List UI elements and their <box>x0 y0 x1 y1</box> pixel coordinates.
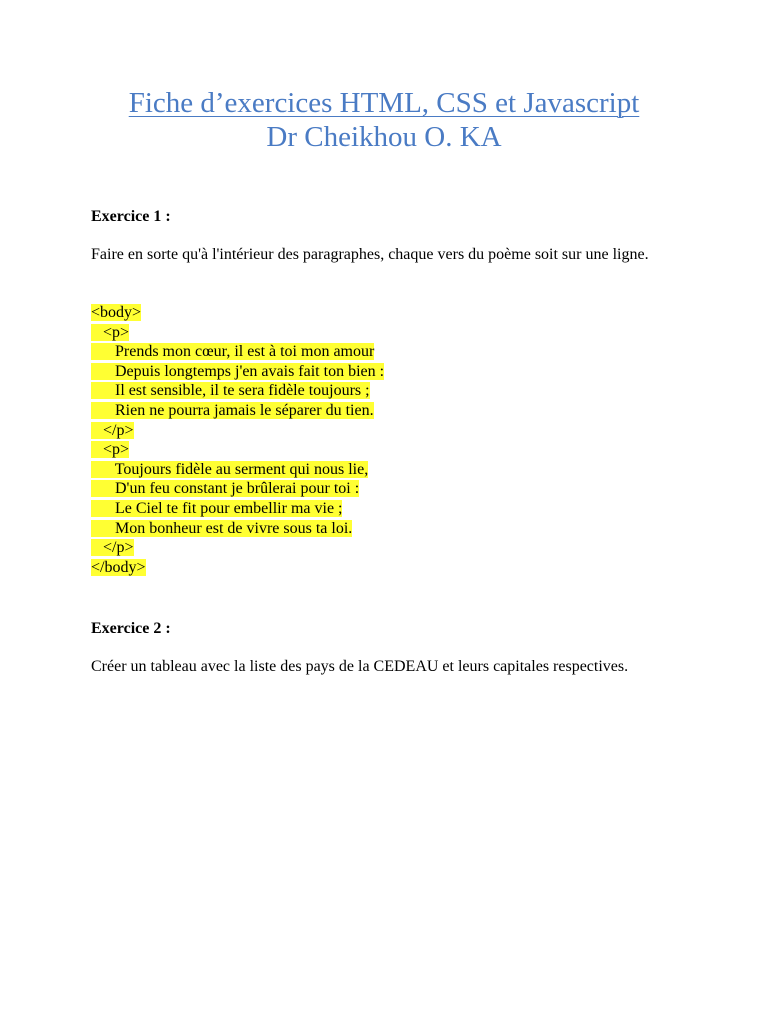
exercise-1-heading: Exercice 1 : <box>91 208 171 225</box>
code-line: Le Ciel te fit pour embellir ma vie ; <box>91 499 343 517</box>
code-line: Il est sensible, il te sera fidèle toujours ; <box>91 382 370 400</box>
code-line: Toujours fidèle au serment qui nous lie, <box>91 460 369 478</box>
code-line: </body> <box>91 558 146 576</box>
code-line: Prends mon cœur, il est à toi mon amour <box>91 343 375 361</box>
code-line: <body> <box>91 304 142 321</box>
code-line: <p> <box>91 323 130 341</box>
code-line: Mon bonheur est de vivre sous ta loi. <box>91 519 353 537</box>
exercise-1-instruction: Faire en sorte qu'à l'intérieur des paragraphes, chaque vers du poème soit sur une ligne. <box>91 246 649 263</box>
code-line: </p> <box>91 421 134 439</box>
code-line: D'un feu constant je brûlerai pour toi : <box>91 480 360 498</box>
document-author: Dr Cheikhou O. KA <box>266 121 502 153</box>
exercise-1-code-block <box>91 303 384 577</box>
document-title <box>0 86 768 120</box>
exercise-2-instruction: Créer un tableau avec la liste des pays de la CEDEAU et leurs capitales respectives. <box>91 658 629 675</box>
code-line: Depuis longtemps j'en avais fait ton bien : <box>91 362 385 380</box>
exercise-2-heading: Exercice 2 : <box>91 620 171 637</box>
code-line: <p> <box>91 441 130 459</box>
code-line: Rien ne pourra jamais le séparer du tien. <box>91 401 374 419</box>
document-title-text: Fiche d’exercices HTML, CSS et Javascript <box>128 87 640 119</box>
code-line: </p> <box>91 539 134 557</box>
